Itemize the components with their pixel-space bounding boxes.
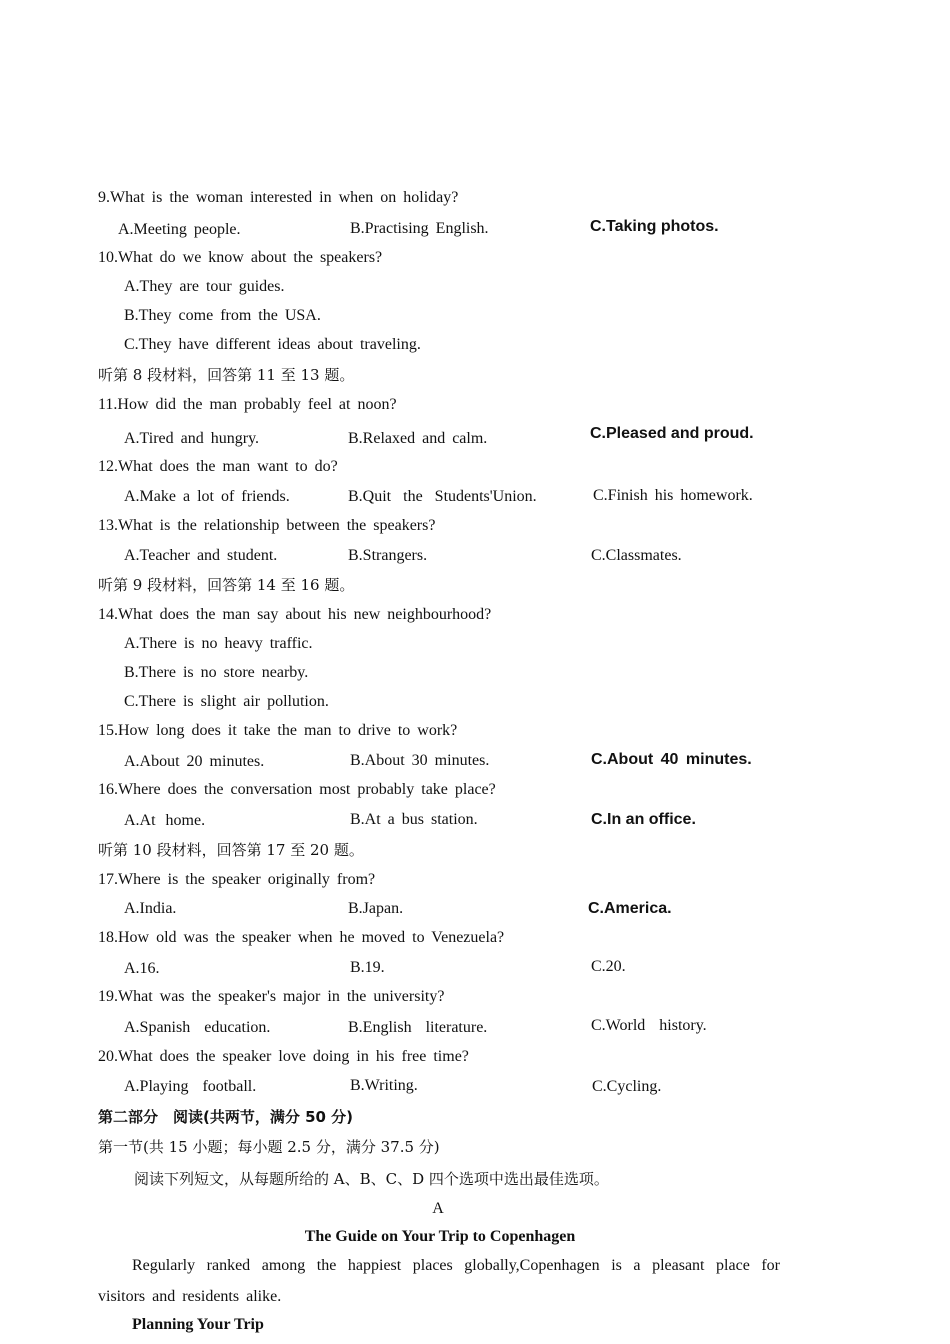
question-9-stem: 9.What is the woman interested in when on holiday? [98,189,459,206]
question-9-option-c: C.Taking photos. [590,218,719,235]
question-20-option-c: C.Cycling. [592,1078,662,1095]
part-two-heading: 第二部分 阅读(共两节，满分 50 分) [98,1108,354,1126]
question-20-stem: 20.What does the speaker love doing in his free time? [98,1048,469,1065]
question-16-option-b: B.At a bus station. [350,811,478,828]
question-20-option-a: A.Playing football. [124,1078,257,1095]
passage-title: The Guide on Your Trip to Copenhagen [304,1228,576,1245]
question-9-option-b: B.Practising English. [350,220,489,237]
question-12-stem: 12.What does the man want to do? [98,458,338,475]
question-9-option-a: A.Meeting people. [118,221,241,238]
question-13-option-a: A.Teacher and student. [124,547,278,564]
question-15-option-c: C.About 40 minutes. [591,751,752,768]
question-10-option-c: C.They have different ideas about traveling. [124,336,421,353]
question-16-stem: 16.Where does the conversation most probably take place? [98,781,496,798]
section-one-heading: 第一节(共 15 小题；每小题 2.5 分，满分 37.5 分) [98,1138,440,1156]
passage-paragraph-line-2: visitors and residents alike. [98,1288,282,1305]
question-10-stem: 10.What do we know about the speakers? [98,249,383,266]
question-20-option-b: B.Writing. [350,1077,418,1094]
passage-subheading: Planning Your Trip [132,1316,264,1333]
question-14-option-b: B.There is no store nearby. [124,664,309,681]
question-18-option-b: B.19. [350,959,385,976]
section-9-instruction: 听第 9 段材料，回答第 14 至 16 题。 [98,576,355,594]
question-19-stem: 19.What was the speaker's major in the university? [98,988,445,1005]
question-12-option-a: A.Make a lot of friends. [124,488,290,505]
question-10-option-b: B.They come from the USA. [124,307,321,324]
question-17-option-b: B.Japan. [348,900,404,917]
question-15-option-b: B.About 30 minutes. [350,752,490,769]
section-10-instruction: 听第 10 段材料，回答第 17 至 20 题。 [98,841,364,859]
question-15-option-a: A.About 20 minutes. [124,753,265,770]
question-14-option-c: C.There is slight air pollution. [124,693,329,710]
question-13-stem: 13.What is the relationship between the speakers? [98,517,436,534]
section-8-instruction: 听第 8 段材料，回答第 11 至 13 题。 [98,366,355,384]
question-13-option-c: C.Classmates. [591,547,682,564]
question-11-option-c: C.Pleased and proud. [590,425,754,442]
passage-paragraph-line-1: Regularly ranked among the happiest places globally,Copenhagen is a pleasant place for [132,1257,780,1274]
question-11-option-b: B.Relaxed and calm. [348,430,488,447]
question-18-option-c: C.20. [591,958,626,975]
question-15-stem: 15.How long does it take the man to drive to work? [98,722,458,739]
passage-letter: A [432,1200,444,1217]
question-16-option-c: C.In an office. [591,811,696,828]
question-13-option-b: B.Strangers. [348,547,428,564]
question-14-option-a: A.There is no heavy traffic. [124,635,313,652]
question-17-option-c: C.America. [588,900,672,917]
question-17-stem: 17.Where is the speaker originally from? [98,871,376,888]
question-19-option-a: A.Spanish education. [124,1019,271,1036]
question-10-option-a: A.They are tour guides. [124,278,285,295]
question-12-option-c: C.Finish his homework. [593,487,753,504]
question-11-option-a: A.Tired and hungry. [124,430,260,447]
reading-instructions: 阅读下列短文，从每题所给的 A、B、C、D 四个选项中选出最佳选项。 [134,1170,609,1188]
question-12-option-b: B.Quit the Students'Union. [348,488,537,505]
question-14-stem: 14.What does the man say about his new neighbourhood? [98,606,492,623]
question-16-option-a: A.At home. [124,812,206,829]
question-19-option-c: C.World history. [591,1017,707,1034]
question-19-option-b: B.English literature. [348,1019,488,1036]
question-18-stem: 18.How old was the speaker when he moved to Venezuela? [98,929,505,946]
question-18-option-a: A.16. [124,960,160,977]
question-11-stem: 11.How did the man probably feel at noon? [98,396,397,413]
question-17-option-a: A.India. [124,900,177,917]
